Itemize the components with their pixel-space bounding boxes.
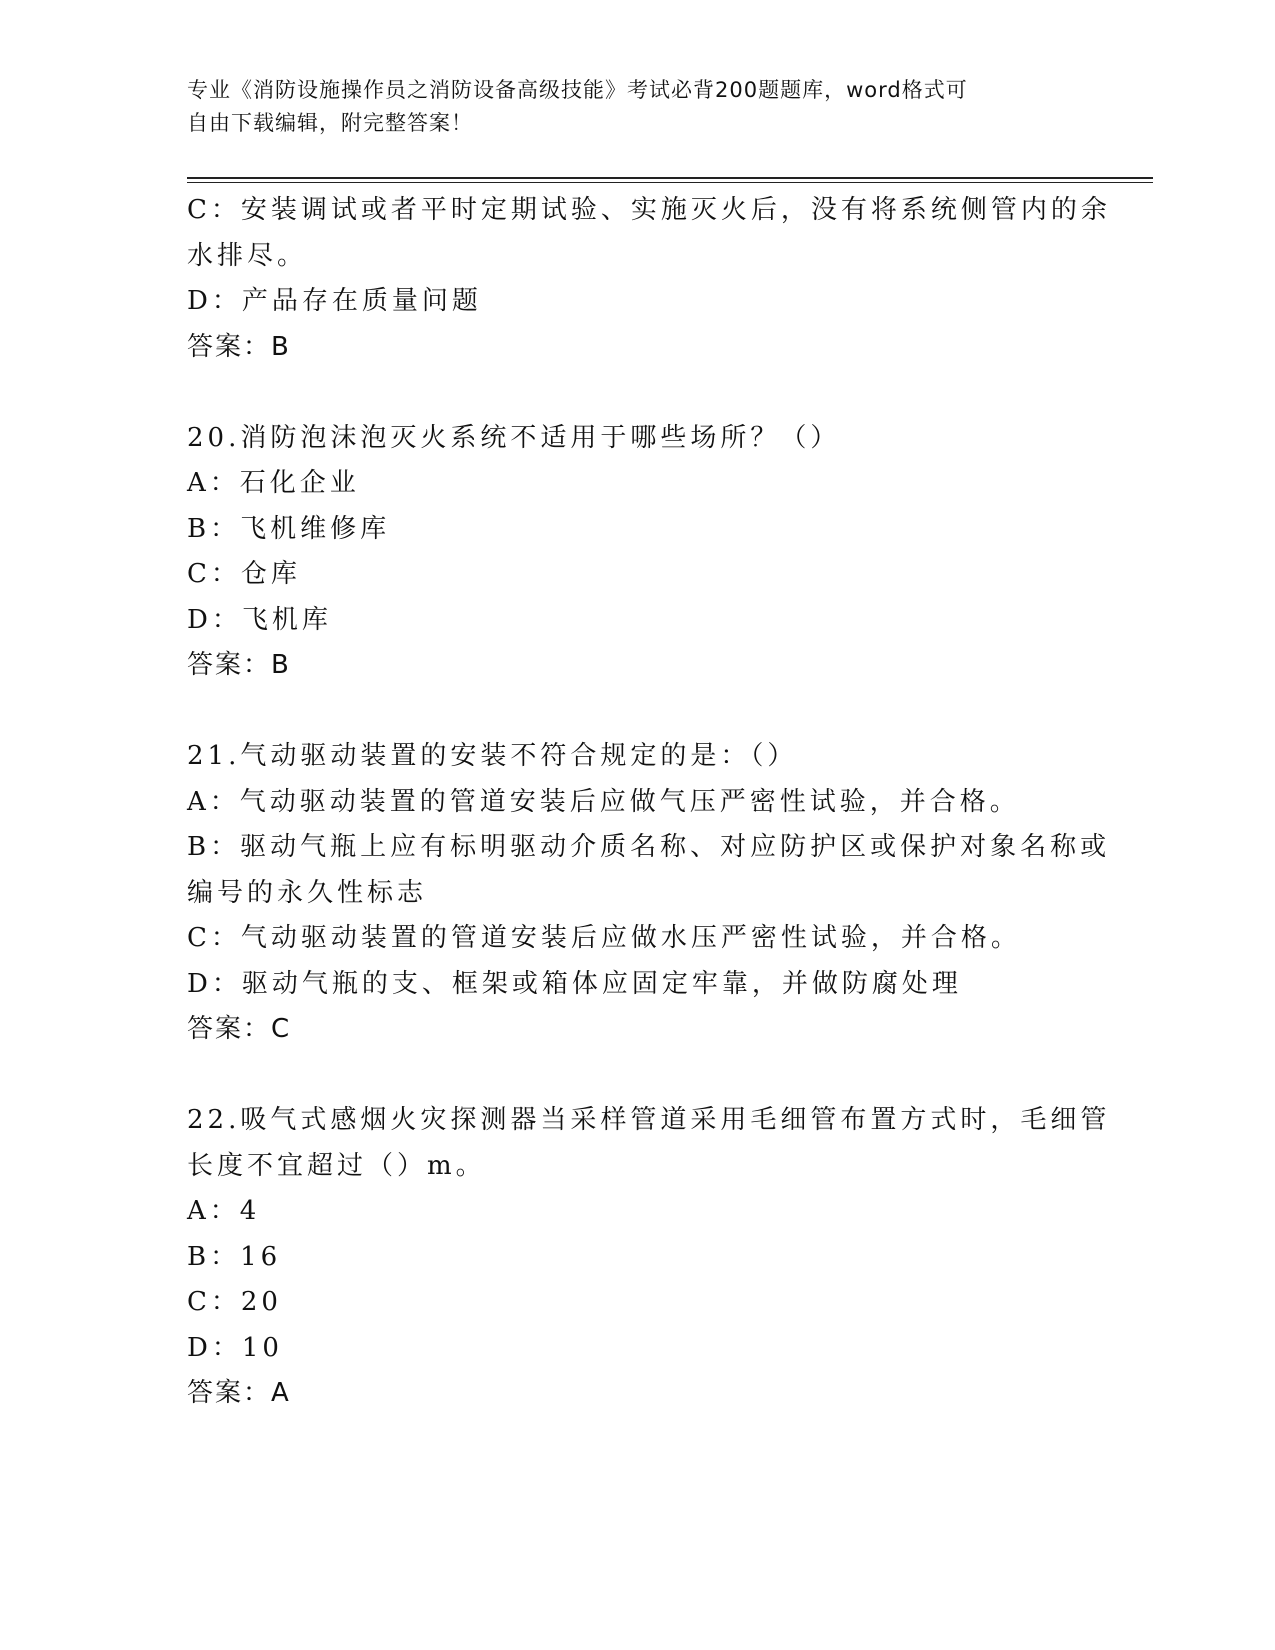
option-b: B：驱动气瓶上应有标明驱动介质名称、对应防护区或保护对象名称或 <box>187 832 1111 862</box>
option-d: D：飞机库 <box>187 604 332 635</box>
question-21 <box>187 734 1111 1053</box>
option-c: C：安装调试或者平时定期试验、实施灭火后，没有将系统侧管内的余 <box>187 195 1111 225</box>
option-d: D：10 <box>187 1332 283 1363</box>
answer-line: 答案：C <box>187 1014 292 1044</box>
header-divider-thin <box>187 182 1153 183</box>
header-title-line-1: 专业《消防设施操作员之消防设备高级技能》考试必背200题题库，word格式可 <box>187 78 968 102</box>
question-stem: 21.气动驱动装置的安装不符合规定的是：（） <box>187 741 798 771</box>
question-stem: 20.消防泡沫泡灭火系统不适用于哪些场所？（） <box>187 422 841 453</box>
question-stem-continued: 长度不宜超过（）m。 <box>187 1150 486 1181</box>
option-b: B：飞机维修库 <box>187 513 391 544</box>
option-b: B：16 <box>187 1241 282 1272</box>
header-divider-thick <box>187 177 1153 179</box>
option-c: C：气动驱动装置的管道安装后应做水压严密性试验，并合格。 <box>187 923 1021 953</box>
question-list <box>187 188 1111 1417</box>
option-d: D：产品存在质量问题 <box>187 286 482 316</box>
question-20 <box>187 416 1087 689</box>
option-c: C：仓库 <box>187 559 301 589</box>
option-a: A：石化企业 <box>187 468 360 498</box>
answer-line: 答案：B <box>187 650 291 680</box>
option-c: C：20 <box>187 1287 282 1317</box>
option-b-continued: 编号的永久性标志 <box>187 877 428 908</box>
document-header <box>187 74 1087 140</box>
option-c-continued: 水排尽。 <box>187 240 308 271</box>
question-stem: 22.吸气式感烟火灾探测器当采样管道采用毛细管布置方式时，毛细管 <box>187 1105 1111 1135</box>
spacer <box>187 1053 1087 1099</box>
answer-line: 答案：B <box>187 331 291 362</box>
option-a: A：4 <box>187 1196 261 1226</box>
question-19-continuation <box>187 188 1111 370</box>
spacer <box>187 370 1087 416</box>
question-22 <box>187 1098 1111 1417</box>
option-a: A：气动驱动装置的管道安装后应做气压严密性试验，并合格。 <box>187 786 1020 817</box>
spacer <box>187 689 1087 735</box>
answer-line: 答案：A <box>187 1378 291 1408</box>
option-d: D：驱动气瓶的支、框架或箱体应固定牢靠，并做防腐处理 <box>187 968 962 999</box>
header-title-line-2: 自由下载编辑，附完整答案！ <box>187 111 473 135</box>
